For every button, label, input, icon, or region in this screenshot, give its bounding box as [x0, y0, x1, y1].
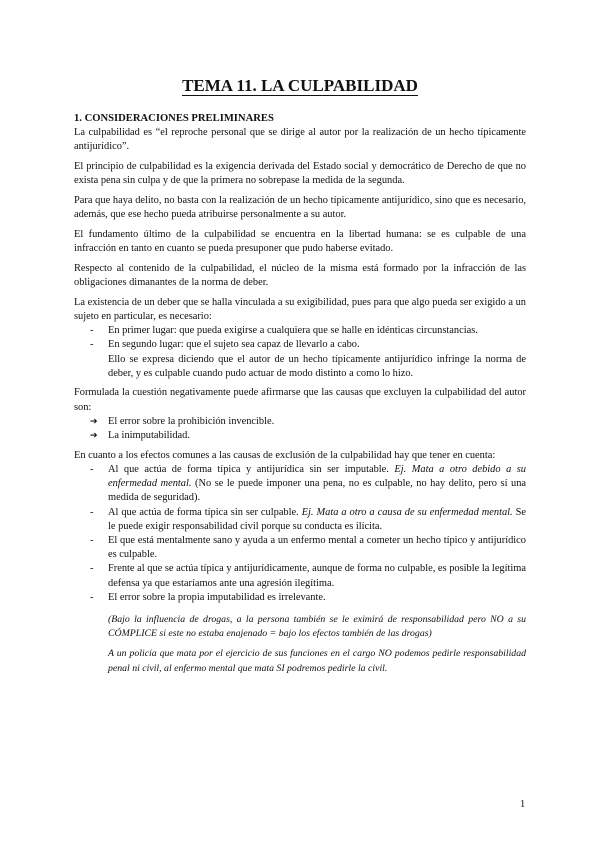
page-title: TEMA 11. LA CULPABILIDAD	[182, 76, 418, 95]
document-body	[74, 112, 526, 682]
paragraph-7: Formulada la cuestión negativamente puede afirmarse que las causas que excluyen la culpabilidad del autor son:	[74, 387, 526, 413]
page-number: 1	[520, 799, 526, 810]
note-2: A un policía que mata por el ejercicio de sus funciones en el cargo NO podemos pedirle responsabilidad penal ni civil, al enfermo mental que mata SI podremos pedirle la civil.	[108, 648, 526, 674]
effects-list	[74, 463, 526, 605]
note-1: (Bajo la influencia de drogas, a la persona también se le eximirá de responsabilidad pero NO a su CÓMPLICE si este no estaba enajenado = bajo los efectos también de las drogas)	[108, 614, 526, 640]
paragraph-6: La existencia de un deber que se halla vinculada a su exigibilidad, pues para que algo pueda ser exigido a un sujeto en particular, es necesario:	[74, 296, 526, 322]
list-continuation: Ello se expresa diciendo que el autor de un hecho típicamente antijurídico infringe la norma de deber, y es culpable cuando pudo actuar de modo distinto a como lo hizo.	[108, 353, 526, 379]
list-item: ➔ El error sobre la prohibición invencible.	[74, 415, 526, 429]
arrow-icon: ➔	[90, 431, 98, 442]
requirements-list	[74, 324, 526, 352]
paragraph-2: El principio de culpabilidad es la exigencia derivada del Estado social y democrático de Derecho de que no exista pena sin culpa y de que la primera no sobrepase la medida de la segunda.	[74, 161, 526, 187]
paragraph-4: El fundamento último de la culpabilidad se encuentra en la libertad humana: se es culpable de una infracción en tanto en cuanto se pueda presuponer que pudo haberse evitado.	[74, 228, 526, 255]
section-heading: 1. CONSIDERACIONES PRELIMINARES	[74, 113, 274, 124]
list-item: - El que está mentalmente sano y ayuda a un enfermo mental a cometer un hecho típico y antijurídico es culpable.	[74, 534, 526, 562]
exclusion-causes-list	[74, 415, 526, 443]
list-item: - En primer lugar: que pueda exigirse a cualquiera que se halle en idénticas circunstancias.	[74, 324, 526, 338]
paragraph-8: En cuanto a los efectos comunes a las causas de exclusión de la culpabilidad hay que tener en cuenta:	[74, 449, 496, 461]
list-item: - Al que actúa de forma típica y antijurídica sin ser imputable. Ej. Mata a otro debido a su enfermedad mental. (No se le puede imponer una pena, no es culpable, no hay delito, pero sí una medida de seguridad).	[74, 463, 526, 506]
paragraph-1: La culpabilidad es “el reproche personal que se dirige al autor por la realización de un hecho típicamente antijurídico”.	[74, 127, 526, 153]
list-item: - Frente al que se actúa típica y antijurídicamente, aunque de forma no culpable, es posible la legítima defensa ya que estaríamos ante una agresión ilegítima.	[74, 562, 526, 590]
paragraph-3: Para que haya delito, no basta con la realización de un hecho típicamente antijurídico, sino que es necesario, además, que ese hecho pueda atribuirse personalmente a su autor.	[74, 195, 526, 221]
paragraph-5: Respecto al contenido de la culpabilidad, el núcleo de la misma está formado por la infracción de las obligaciones dimanantes de la norma de deber.	[74, 262, 526, 289]
notes-block	[74, 613, 526, 676]
list-item: - Al que actúa de forma típica sin ser culpable. Ej. Mata a otro a causa de su enfermedad mental. Se le puede exigir responsabilidad civil porque su conducta es ilícita.	[74, 506, 526, 534]
list-item: ➔ La inimputabilidad.	[74, 429, 526, 443]
list-item: - En segundo lugar: que el sujeto sea capaz de llevarlo a cabo.	[74, 338, 526, 352]
list-item: - El error sobre la propia imputabilidad es irrelevante.	[74, 591, 526, 605]
arrow-icon: ➔	[90, 416, 98, 427]
